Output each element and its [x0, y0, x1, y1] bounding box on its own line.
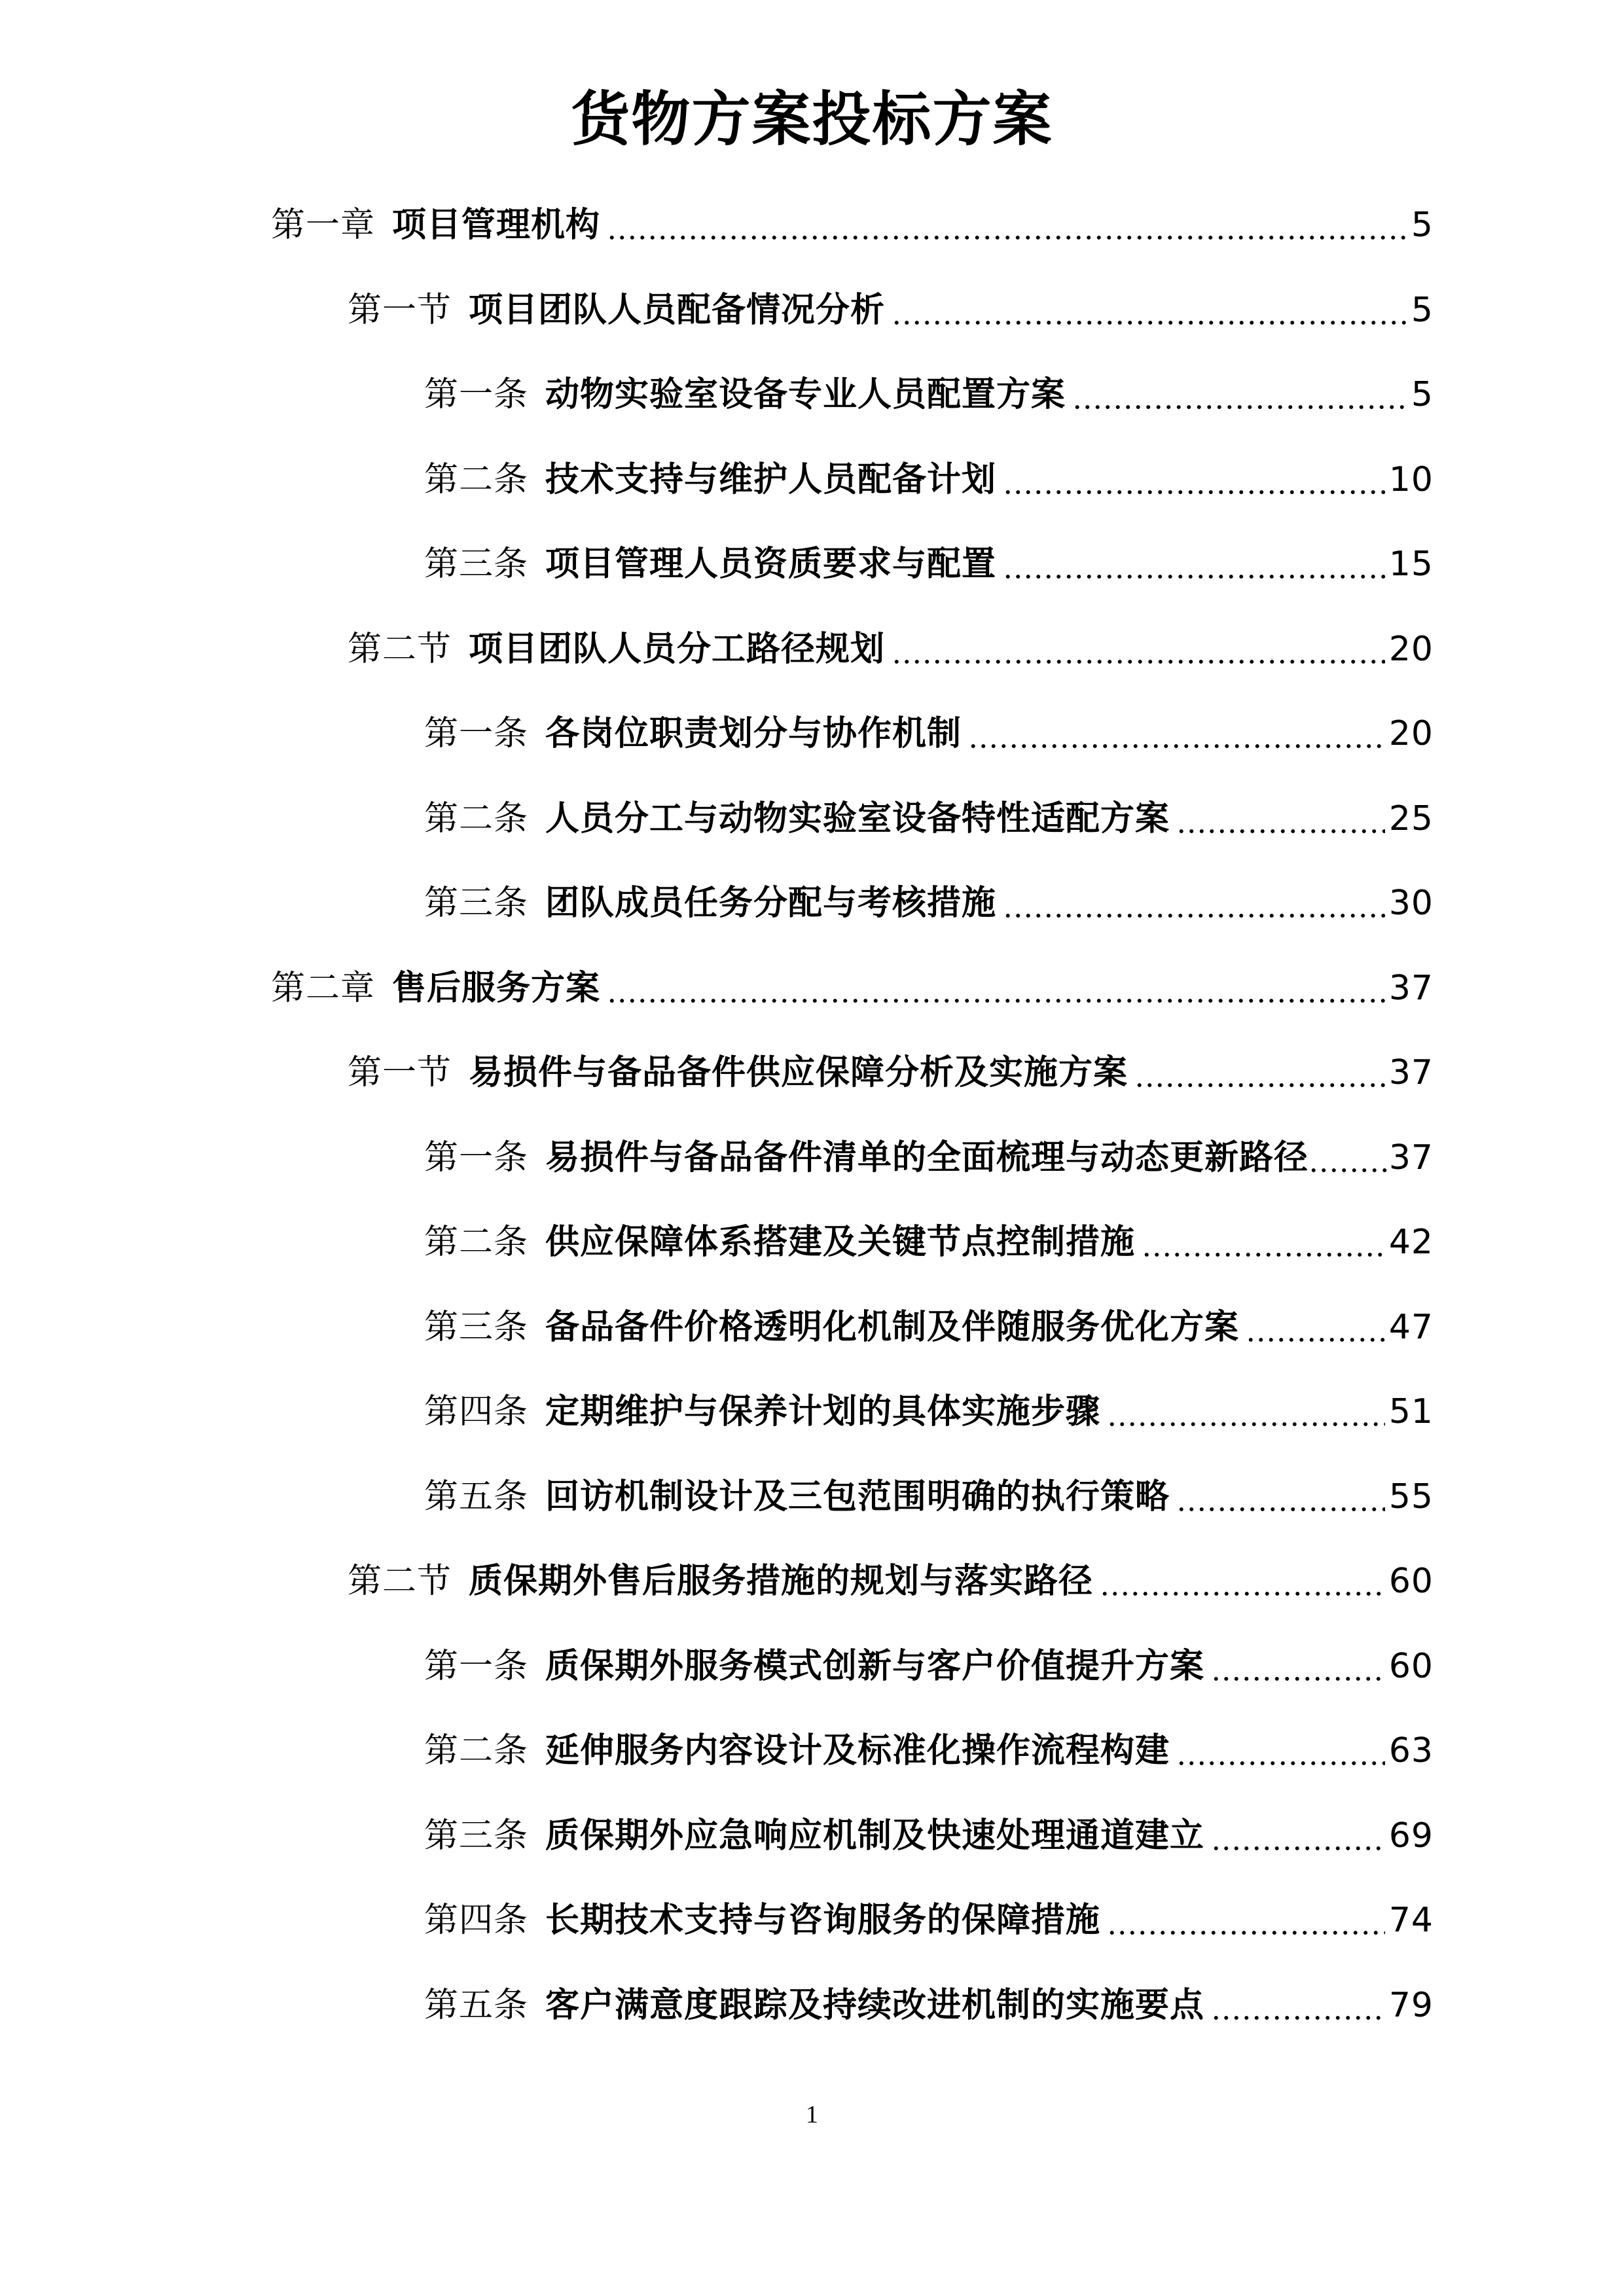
toc-entry-number: 第一条 — [424, 714, 529, 753]
toc-entry-number: 第二节 — [348, 630, 452, 669]
dot-leader — [1211, 1676, 1385, 1682]
toc-entry-article-1-1-2[interactable] — [424, 450, 1434, 510]
toc-entry-page: 30 — [1388, 884, 1434, 923]
toc-entry-article-2-1-1[interactable] — [424, 1128, 1434, 1188]
toc-entry-number: 第二条 — [424, 460, 529, 499]
dot-leader — [1003, 573, 1385, 580]
toc-entry-page: 5 — [1411, 375, 1434, 414]
toc-entry-page: 15 — [1388, 545, 1434, 584]
toc-entry-page: 5 — [1411, 206, 1434, 245]
toc-entry-article-2-1-4[interactable] — [424, 1382, 1434, 1442]
toc-entry-number: 第一章 — [271, 206, 376, 245]
dot-leader — [1142, 1251, 1385, 1258]
toc-entry-article-2-2-3[interactable] — [424, 1806, 1434, 1866]
dot-leader — [1072, 404, 1407, 410]
toc-entry-page: 63 — [1388, 1731, 1434, 1770]
toc-entry-title: 质保期外售后服务措施的规划与落实路径 — [469, 1562, 1094, 1601]
toc-entry-number: 第一条 — [424, 375, 529, 414]
toc-entry-article-2-1-3[interactable] — [424, 1297, 1434, 1357]
document-title: 货物方案投标方案 — [571, 85, 1053, 154]
toc-entry-page: 37 — [1388, 1138, 1434, 1177]
toc-entry-number: 第三条 — [424, 1308, 529, 1347]
toc-entry-title: 售后服务方案 — [392, 969, 601, 1008]
dot-leader — [1308, 1167, 1389, 1174]
toc-entry-title: 各岗位职责划分与协作机制 — [545, 714, 962, 753]
dot-leader — [607, 234, 1407, 241]
toc-entry-title: 质保期外应急响应机制及快速处理通道建立 — [545, 1816, 1205, 1856]
dot-leader — [1211, 1845, 1385, 1852]
toc-entry-title: 技术支持与维护人员配备计划 — [545, 460, 997, 499]
toc-entry-title: 团队成员任务分配与考核措施 — [545, 884, 997, 923]
toc-entry-section-1-2[interactable] — [348, 619, 1434, 679]
toc-entry-title: 动物实验室设备专业人员配置方案 — [545, 375, 1066, 414]
toc-entry-page: 69 — [1388, 1816, 1434, 1856]
dot-leader — [1003, 489, 1385, 495]
toc-entry-page: 20 — [1388, 714, 1434, 753]
toc-entry-article-1-1-3[interactable] — [424, 534, 1434, 594]
dot-leader — [1107, 1929, 1385, 1936]
toc-entry-article-2-2-4[interactable] — [424, 1890, 1434, 1950]
toc-entry-article-1-2-1[interactable] — [424, 704, 1434, 764]
toc-entry-article-1-2-3[interactable] — [424, 873, 1434, 933]
toc-entry-article-1-1-1[interactable] — [424, 365, 1434, 425]
toc-entry-number: 第一条 — [424, 1647, 529, 1686]
dot-leader — [1003, 912, 1385, 919]
toc-entry-title: 长期技术支持与咨询服务的保障措施 — [545, 1901, 1101, 1940]
toc-entry-page: 47 — [1388, 1308, 1434, 1347]
toc-entry-title: 延伸服务内容设计及标准化操作流程构建 — [545, 1731, 1170, 1770]
toc-entry-article-2-2-5[interactable] — [424, 1975, 1434, 2036]
toc-entry-title: 易损件与备品备件清单的全面梳理与动态更新路径 — [545, 1138, 1309, 1177]
toc-entry-page: 79 — [1388, 1986, 1434, 2025]
toc-entry-article-1-2-2[interactable] — [424, 789, 1434, 849]
toc-entry-title: 易损件与备品备件供应保障分析及实施方案 — [469, 1053, 1128, 1092]
toc-entry-number: 第五条 — [424, 1477, 529, 1516]
toc-entry-page: 60 — [1388, 1562, 1434, 1601]
dot-leader — [1211, 2015, 1385, 2021]
dot-leader — [607, 997, 1385, 1004]
dot-leader — [968, 743, 1385, 749]
toc-entry-number: 第四条 — [424, 1901, 529, 1940]
dot-leader — [1176, 1506, 1385, 1513]
toc-entry-number: 第二条 — [424, 799, 529, 838]
toc-entry-number: 第三条 — [424, 1816, 529, 1856]
toc-entry-title: 备品备件价格透明化机制及伴随服务优化方案 — [545, 1308, 1240, 1347]
toc-entry-page: 25 — [1388, 799, 1434, 838]
toc-entry-chapter-1[interactable] — [271, 195, 1434, 255]
toc-entry-article-2-2-1[interactable] — [424, 1636, 1434, 1696]
dot-leader — [892, 319, 1407, 326]
toc-entry-title: 回访机制设计及三包范围明确的执行策略 — [545, 1477, 1170, 1516]
toc-entry-title: 质保期外服务模式创新与客户价值提升方案 — [545, 1647, 1205, 1686]
toc-entry-title: 项目团队人员配备情况分析 — [469, 291, 886, 330]
toc-entry-title: 人员分工与动物实验室设备特性适配方案 — [545, 799, 1170, 838]
toc-entry-title: 定期维护与保养计划的具体实施步骤 — [545, 1392, 1101, 1431]
toc-entry-title: 项目团队人员分工路径规划 — [469, 630, 886, 669]
toc-entry-article-2-2-2[interactable] — [424, 1721, 1434, 1781]
toc-entry-number: 第二章 — [271, 969, 376, 1008]
dot-leader — [1134, 1082, 1385, 1088]
toc-entry-section-2-1[interactable] — [348, 1043, 1434, 1103]
toc-entry-number: 第四条 — [424, 1392, 529, 1431]
toc-entry-number: 第一节 — [348, 291, 452, 330]
toc-entry-title: 项目管理机构 — [392, 206, 601, 245]
toc-entry-page: 10 — [1388, 460, 1434, 499]
toc-entry-page: 55 — [1388, 1477, 1434, 1516]
dot-leader — [1100, 1590, 1385, 1597]
toc-entry-page: 60 — [1388, 1647, 1434, 1686]
toc-entry-title: 项目管理人员资质要求与配置 — [545, 545, 997, 584]
toc-entry-page: 74 — [1388, 1901, 1434, 1940]
toc-entry-page: 5 — [1411, 291, 1434, 330]
dot-leader — [892, 658, 1385, 665]
toc-entry-number: 第三条 — [424, 545, 529, 584]
toc-entry-number: 第二条 — [424, 1223, 529, 1262]
toc-entry-number: 第一条 — [424, 1138, 529, 1177]
toc-entry-number: 第五条 — [424, 1986, 529, 2025]
page-number: 1 — [806, 2101, 818, 2128]
toc-entry-page: 37 — [1388, 969, 1434, 1008]
dot-leader — [1176, 1760, 1385, 1767]
toc-entry-number: 第一节 — [348, 1053, 452, 1092]
toc-entry-number: 第三条 — [424, 884, 529, 923]
toc-entry-section-1-1[interactable] — [348, 280, 1434, 340]
toc-entry-page: 42 — [1388, 1223, 1434, 1262]
toc-entry-title: 供应保障体系搭建及关键节点控制措施 — [545, 1223, 1136, 1262]
toc-entry-page: 51 — [1388, 1392, 1434, 1431]
dot-leader — [1176, 828, 1385, 834]
toc-entry-section-2-2[interactable] — [348, 1551, 1434, 1611]
toc-entry-article-2-1-5[interactable] — [424, 1467, 1434, 1527]
toc-entry-page: 20 — [1388, 630, 1434, 669]
toc-entry-page: 37 — [1388, 1053, 1434, 1092]
dot-leader — [1246, 1336, 1385, 1343]
toc-entry-number: 第二条 — [424, 1731, 529, 1770]
toc-entry-number: 第二节 — [348, 1562, 452, 1601]
toc-entry-chapter-2[interactable] — [271, 958, 1434, 1018]
toc-entry-article-2-1-2[interactable] — [424, 1212, 1434, 1272]
dot-leader — [1107, 1421, 1385, 1427]
toc-entry-title: 客户满意度跟踪及持续改进机制的实施要点 — [545, 1986, 1205, 2025]
